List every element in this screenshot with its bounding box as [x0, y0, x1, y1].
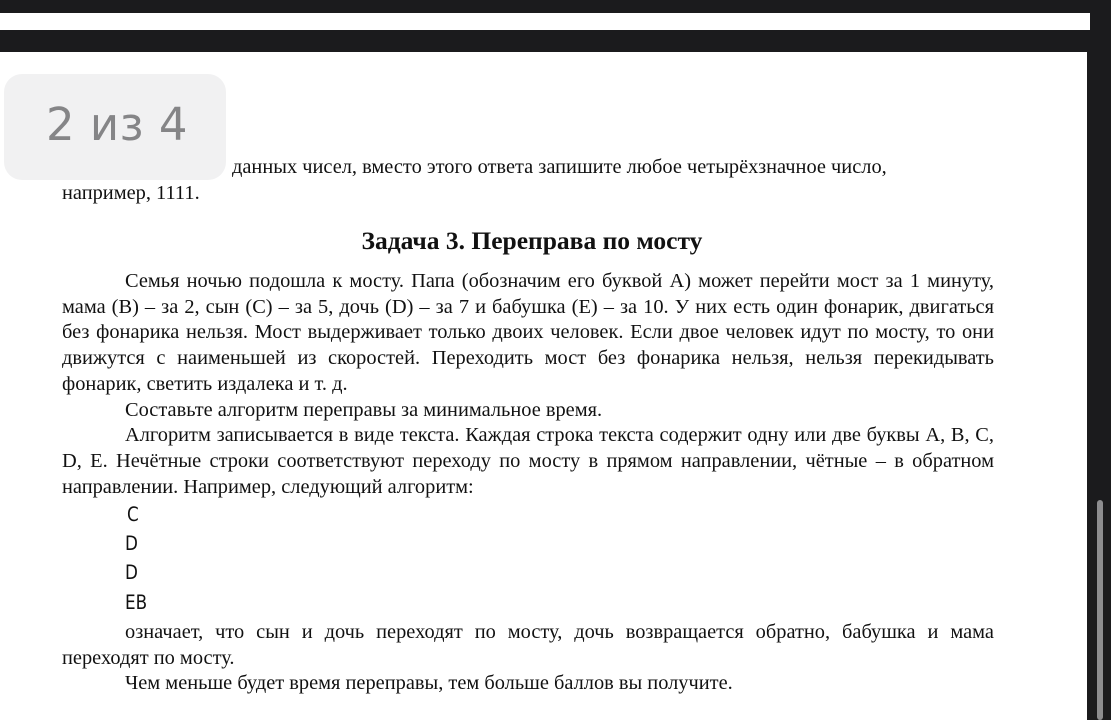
intro-fragment-line2: например, 1111.	[62, 181, 200, 204]
task-paragraph-4: означает, что сын и дочь переходят по мосту, дочь возвращается обратно, бабушка и мама переходят по мосту.	[62, 621, 994, 669]
intro-fragment-line1: данных чисел, вместо этого ответа запишите любое четырёхзначное число,	[232, 156, 887, 178]
page-indicator-badge	[4, 74, 226, 180]
algorithm-line-2: D	[125, 532, 138, 555]
task-paragraph-5: Чем меньше будет время переправы, тем больше баллов вы получите.	[125, 672, 733, 695]
task-paragraph-1: Семья ночью подошла к мосту. Папа (обозначим его буквой A) может перейти мост за 1 минуту, мама (B) – за 2, сын (C) – за 5, дочь (D) – за 7 и бабушка (E) – за 10. У них есть один фонарик, двигаться без фонарика нельзя. Мост выдерживает только двоих человек. Если двое человек идут по мосту, то они движутся с наименьшей из скоростей. Переходить мост без фонарика нельзя, нельзя перекидывать фонарик, светить издалека и т. д.	[62, 270, 994, 395]
algorithm-line-4: EB	[125, 591, 148, 614]
task-paragraph-3: Алгоритм записывается в виде текста. Каждая строка текста содержит одну или две буквы A, B, C, D, E. Нечётные строки соответствуют переходу по мосту в прямом направлении, чётные – в обратном направлении. Например, следующий алгоритм:	[62, 424, 994, 498]
viewer-top-bar	[0, 13, 1090, 30]
scrollbar-thumb[interactable]	[1097, 500, 1103, 720]
task-paragraph-2: Составьте алгоритм переправы за минимальное время.	[125, 398, 603, 421]
algorithm-line-3: D	[125, 561, 138, 584]
algorithm-line-1: C	[127, 503, 139, 526]
task-title: Задача 3. Переправа по мосту	[361, 226, 703, 255]
page-indicator-text: 2 из 4	[46, 98, 189, 151]
